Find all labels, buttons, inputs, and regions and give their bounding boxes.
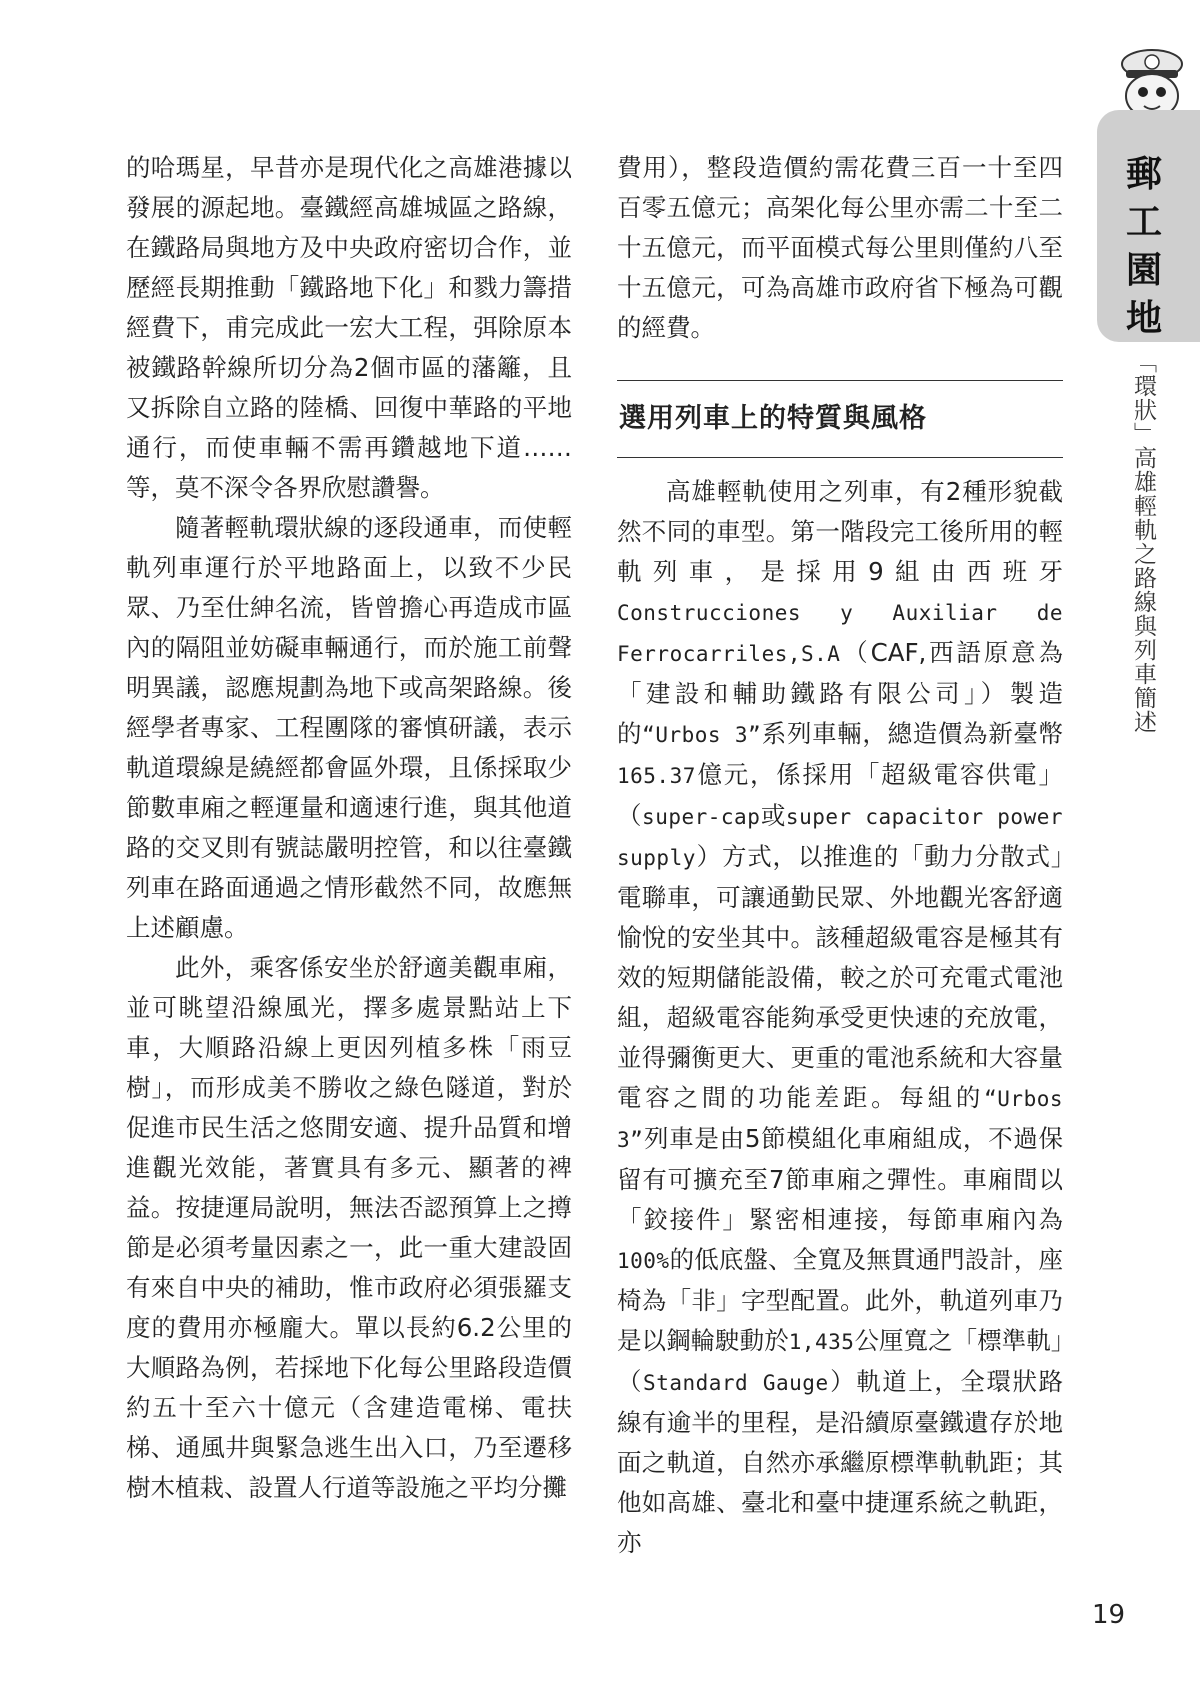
page-number: 19	[1092, 1600, 1126, 1630]
paragraph: 此外，乘客係安坐於舒適美觀車廂，並可眺望沿線風光，擇多處景點站上下車，大順路沿線上更因列植多株「雨豆樹」，而形成美不勝收之綠色隧道，對於促進市民生活之悠閒安適、提升品質和增進觀光效能，著實具有多元、顯著的裨益。按捷運局說明，無法否認預算上之撙節是必須考量因素之一，此一重大建設固有來自中央的補助，惟市政府必須張羅支度的費用亦極龐大。單以長約6.2公里的大順路為例，若採地下化每公里路段造價約五十至六十億元（含建造電梯、電扶梯、通風井與緊急逃生出入口，乃至遷移樹木植栽、設置人行道等設施之平均分攤	[126, 953, 572, 1502]
text-run: 億元，係採用「超級電容供電」（	[617, 760, 1063, 830]
section-label: 郵工園地	[1125, 153, 1162, 339]
text-run: 列車是由5節模組化車廂組成，不過保留有可擴充至7節車廂之彈性。車廂間以「鉸接件」緊密相連接，每節車廂內為	[617, 1124, 1063, 1234]
model-name: “Urbos 3”	[642, 723, 762, 747]
text-run: ）方式，以推進的「動力分散式」電聯車，可讓通勤民眾、外地觀光客舒適愉悅的安坐其中。該種超級電容是極其有效的短期儲能設備，較之於可充電式電池組，超級電容能夠承受更快速的充放電，並得彌衡更大、更重的電池系統和大容量電容之間的功能差距。每組的	[617, 842, 1063, 1112]
term: super-cap	[642, 805, 761, 829]
gauge-value: 1,435	[788, 1330, 855, 1354]
left-column	[126, 148, 572, 1508]
term: super capacitor power supply	[617, 805, 1064, 870]
percent-value: 100%	[617, 1249, 670, 1273]
company-name: Construcciones y Auxiliar de Ferrocarriles,S.A	[617, 601, 1063, 666]
section-heading: 選用列車上的特質與風格	[619, 403, 927, 434]
text-run: ）軌道上，全環狀路線有逾半的里程，是沿續原臺鐵遺存於地面之軌道，自然亦承繼原標準軌軌距；其他如高雄、臺北和臺中捷運系統之軌距，亦	[617, 1367, 1064, 1557]
cost-value: 165.37	[617, 764, 696, 788]
right-column	[617, 148, 1063, 1563]
paragraph: 的哈瑪星，早昔亦是現代化之高雄港據以發展的源起地。臺鐵經高雄城區之路線，在鐵路局與地方及中央政府密切合作，並歷經長期推動「鐵路地下化」和戮力籌措經費下，甫完成此一宏大工程，弭除原本被鐵路幹線所切分為2個市區的藩籬，且又拆除自立路的陸橋、回復中華路的平地通行，而使車輛不需再鑽越地下道……等，莫不深令各界欣慰讚譽。	[126, 153, 572, 502]
text-run: 或	[760, 801, 786, 830]
model-name: “Urbos 3”	[617, 1087, 1063, 1152]
text-run: （CAF,西語原意為「建設和輔助鐵路有限公司」）製造的	[617, 638, 1063, 748]
paragraph	[617, 472, 1063, 1563]
paragraph: 費用），整段造價約需花費三百一十至四百零五億元；高架化每公里亦需二十至二十五億元，而平面模式每公里則僅約八至十五億元，可為高雄市政府省下極為可觀的經費。	[617, 153, 1063, 342]
term: Standard Gauge	[643, 1371, 829, 1395]
text-run: 系列車輛，總造價為新臺幣	[761, 719, 1064, 748]
text-run: 公厘寬之「標準軌」（	[617, 1326, 1064, 1396]
article-subtitle: 「環狀」高雄輕軌之路線與列車簡述	[1130, 350, 1156, 734]
text-run: 的低底盤、全寬及無貫通門設計，座椅為「非」字型配置。此外，軌道列車乃是以鋼輪駛動於	[617, 1245, 1063, 1355]
text-run: 高雄輕軌使用之列車，有2種形貌截然不同的車型。第一階段完工後所用的輕軌列車，是採用9組由西班牙	[617, 477, 1063, 586]
paragraph: 隨著輕軌環狀線的逐段通車，而使輕軌列車運行於平地路面上，以致不少民眾、乃至仕紳名流，皆曾擔心再造成市區內的隔阻並妨礙車輛通行，而於施工前聲明異議，認應規劃為地下或高架路線。後經學者專家、工程團隊的審慎研議，表示軌道環線是繞經都會區外環，且係採取少節數車廂之輕運量和適速行進，與其他道路的交叉則有號誌嚴明控管，和以往臺鐵列車在路面通過之情形截然不同，故應無上述顧慮。	[126, 513, 572, 942]
